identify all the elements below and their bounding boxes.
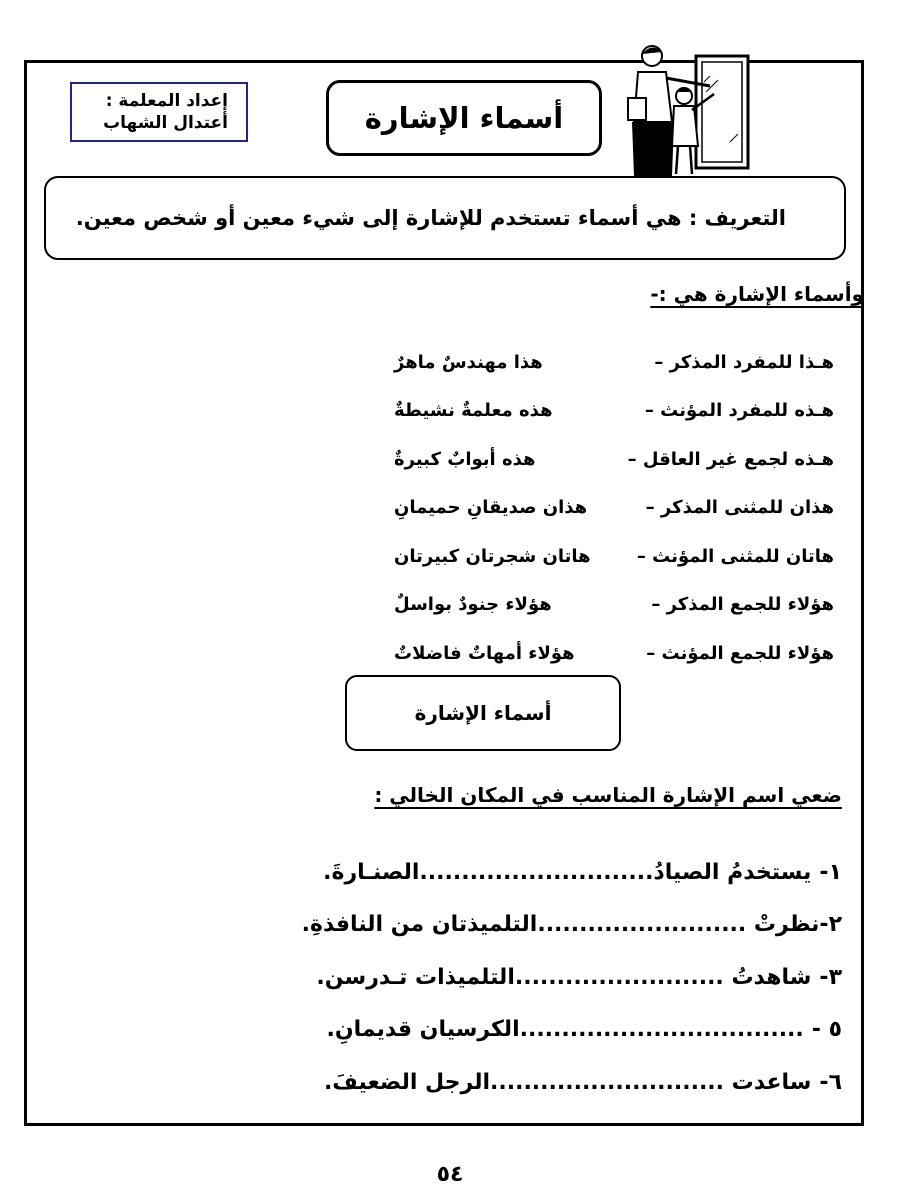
- example-row: [394, 387, 834, 436]
- page-title: أسماء الإشارة: [326, 80, 602, 156]
- example-row: [394, 532, 834, 581]
- exercise-number: ٣-: [819, 964, 842, 990]
- example-sample: هؤلاء جنودٌ بواسلٌ: [394, 594, 552, 616]
- exercise-list: [301, 846, 842, 1109]
- exercise-number: ١-: [819, 859, 842, 885]
- definition-text: التعريف : هي أسماء تستخدم للإشارة إلى شيء معين أو شخص معين.: [75, 206, 786, 230]
- answer-bank-box: أسماء الإشارة: [345, 675, 621, 751]
- example-row: [394, 435, 834, 484]
- exercise-heading: ضعي اسم الإشارة المناسب في المكان الخالي :: [374, 783, 842, 807]
- example-row: [394, 629, 834, 678]
- exercise-number: ٦-: [819, 1069, 842, 1095]
- definition-box: [44, 176, 846, 260]
- exercise-text: ساعدت ............................الرجل الضعيفَ.: [323, 1069, 812, 1095]
- page-number: ٥٤: [436, 1162, 464, 1187]
- exercise-text: يستخدمُ الصيادُ............................الصنـارةَ.: [323, 859, 812, 885]
- exercise-item: [312, 846, 842, 899]
- list-heading: وأسماء الإشارة هي :-: [650, 282, 864, 306]
- exercise-item: [312, 1004, 842, 1057]
- example-rule: هـذا للمفرد المذكر –: [654, 351, 834, 373]
- example-sample: هذان صديقانِ حميمانِ: [394, 497, 588, 519]
- prepared-by-line1: إعداد المعلمة :: [105, 91, 228, 111]
- example-sample: هذه معلمةٌ نشيطةٌ: [394, 400, 553, 422]
- example-rule: هـذه لجمع غير العاقل –: [627, 448, 834, 470]
- exercise-number: ٥ -: [811, 1017, 842, 1043]
- example-sample: هذه أبوابٌ كبيرةٌ: [394, 448, 536, 470]
- exercise-item: [312, 1056, 842, 1109]
- prepared-by-box: [70, 82, 248, 142]
- example-rule: هـذه للمفرد المؤنث –: [644, 400, 834, 422]
- example-row: [394, 338, 834, 387]
- teacher-and-student-at-board-icon: [614, 42, 764, 182]
- example-rule: هؤلاء للجمع المؤنث –: [646, 642, 834, 664]
- exercise-text: ..................................الكرسيان قديمانِ.: [326, 1017, 804, 1043]
- exercise-item: [312, 951, 842, 1004]
- example-row: [394, 581, 834, 630]
- exercise-number: ٢-: [819, 912, 842, 938]
- example-sample: هاتان شجرتان كبيرتان: [394, 545, 591, 567]
- example-row: [394, 484, 834, 533]
- example-sample: هذا مهندسٌ ماهرٌ: [394, 351, 543, 373]
- exercise-text: نظرتْ .........................التلميذتان من النافذةِ.: [301, 912, 820, 938]
- example-sample: هؤلاء أمهاتٌ فاضلاتٌ: [394, 642, 575, 664]
- prepared-by-line2: أعتدال الشهاب: [103, 113, 228, 133]
- example-rule: هذان للمثنى المذكر –: [645, 497, 834, 519]
- example-rule: هاتان للمثنى المؤنث –: [636, 545, 834, 567]
- examples-list: [394, 338, 834, 678]
- example-rule: هؤلاء للجمع المذكر –: [651, 594, 834, 616]
- exercise-item: [301, 899, 842, 952]
- exercise-text: شاهدتُ .........................التلميذات تـدرسن.: [316, 964, 812, 990]
